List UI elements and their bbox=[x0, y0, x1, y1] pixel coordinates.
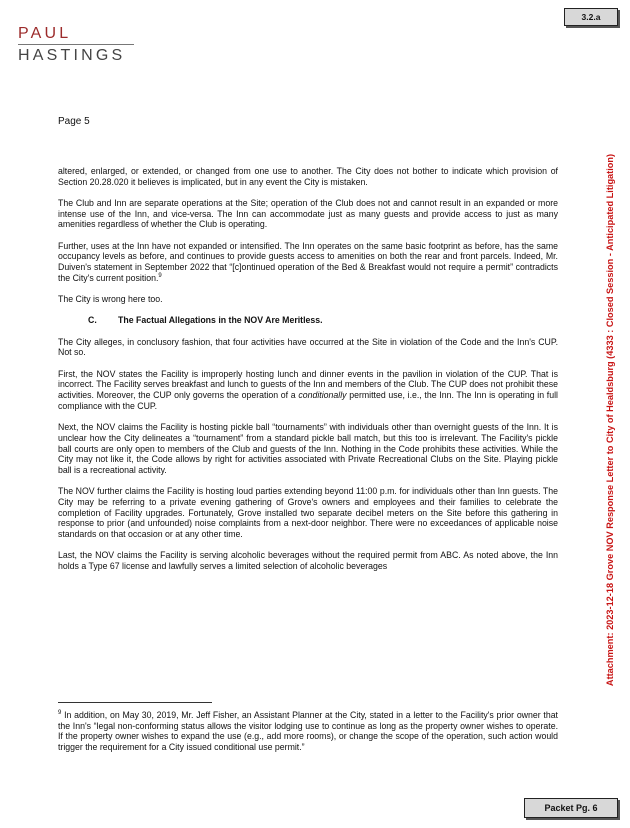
paragraph: The Club and Inn are separate operations at the Site; operation of the Club does not and cannot result in an expanded or more intense use of the Inn, and vice-versa. The Inn can accommodate just as many guests and provide access to just as many amenities regardless of whether the Club is operating. bbox=[58, 198, 558, 230]
section-title: The Factual Allegations in the NOV Are Meritless. bbox=[118, 315, 323, 326]
firm-logo bbox=[18, 25, 134, 64]
paragraph: The City is wrong here too. bbox=[58, 294, 163, 305]
footnote-text: In addition, on May 30, 2019, Mr. Jeff Fisher, an Assistant Planner at the City, stated in a letter to the Facility's prior owner that the Inn's “legal non-conforming status allows the visitor lodging use to continue as long as the property owner wishes to operate. If the property owner wishes to expand the use (e.g., add more rooms), or change the scope of the operation, such action would trigger the requirement for a City issued conditional use permit.” bbox=[58, 710, 558, 753]
section-letter: C. bbox=[88, 315, 97, 326]
paragraph: altered, enlarged, or extended, or changed from one use to another. The City does not bother to indicate which provision of Section 20.28.020 it believes is implicated, but in any event the City is mistaken. bbox=[58, 166, 558, 187]
footnote-ref[interactable]: 9 bbox=[158, 272, 162, 279]
logo-divider bbox=[18, 44, 134, 45]
paragraph-text: Further, uses at the Inn have not expanded or intensified. The Inn operates on the same basic footprint as before, has the same occupancy levels as before, and continues to provide guests access to amenities on both the rear and front parcels. Indeed, Mr. Duiven's statement in September 2022 that “[c]ontinued operation of the Bed & Breakfast would not require a permit” contradicts the City's current position. bbox=[58, 240, 558, 283]
attachment-sidebar-label: Attachment: 2023-12-18 Grove NOV Response Letter to City of Healdsburg (4333 : Closed Session - Anticipated Litigation) bbox=[605, 153, 615, 687]
emphasis: conditionally bbox=[298, 390, 347, 401]
paragraph: Next, the NOV claims the Facility is hosting pickle ball “tournaments” with individuals other than overnight guests of the Inn. It is unclear how the City delineates a “tournament” from a standard pickle ball match, but this too is irrelevant. The Facility's pickle ball courts are only open to members of the Club and guests of the Inn. Nothing in the Code prohibits these activities. While the City may not like it, the Code allows by right for activities associated with Private Recreational Clubs on the Site. Playing pickle ball is a recreational activity. bbox=[58, 422, 558, 475]
footnote-number: 9 bbox=[58, 710, 62, 717]
paragraph-text: First, the NOV states the Facility is improperly hosting lunch and dinner events in the pavilion in violation of the CUP. That is incorrect. The Facility serves breakfast and lunch to guests of the Inn and members of the Club. The CUP does not prohibit these activities. Moreover, the CUP only governs the operation of a bbox=[58, 368, 558, 401]
paragraph-text: permitted use, i.e., the Inn. The Inn is operating in full compliance with the CUP. bbox=[58, 390, 558, 411]
footnote-divider bbox=[58, 702, 212, 703]
paragraph: The NOV further claims the Facility is hosting loud parties extending beyond 11:00 p.m. for individuals other than Inn guests. The City may be referring to a private evening gathering of Grove's owners and employees and their families to celebrate the completion of Facility upgrades. Fortunately, Grove installed two separate decibel meters on the Site before this gathering in response to prior (and unfounded) noise complaints from a next-door neighbor. There were no exceedances of applicable noise standards on that occasion or at any other time. bbox=[58, 486, 558, 540]
footnote-paragraph bbox=[58, 710, 558, 753]
paragraph: Last, the NOV claims the Facility is serving alcoholic beverages without the required permit from ABC. As noted above, the Inn holds a Type 67 license and lawfully serves a limited selection of alcoholic beverages bbox=[58, 550, 558, 572]
logo-line-1: PAUL bbox=[18, 25, 72, 42]
logo-line-2: HASTINGS bbox=[18, 47, 126, 64]
packet-page-tag: Packet Pg. 6 bbox=[524, 798, 618, 818]
paragraph bbox=[58, 241, 558, 284]
letter-body bbox=[58, 166, 558, 582]
paragraph bbox=[58, 369, 558, 412]
paragraph: The City alleges, in conclusory fashion, that four activities have occurred at the Site in violation of the Code and the Inn's CUP. Not so. bbox=[58, 336, 558, 358]
section-heading bbox=[58, 315, 558, 326]
footnote bbox=[58, 710, 558, 753]
agenda-item-tag: 3.2.a bbox=[564, 8, 618, 26]
page-number-header: Page 5 bbox=[58, 116, 90, 127]
